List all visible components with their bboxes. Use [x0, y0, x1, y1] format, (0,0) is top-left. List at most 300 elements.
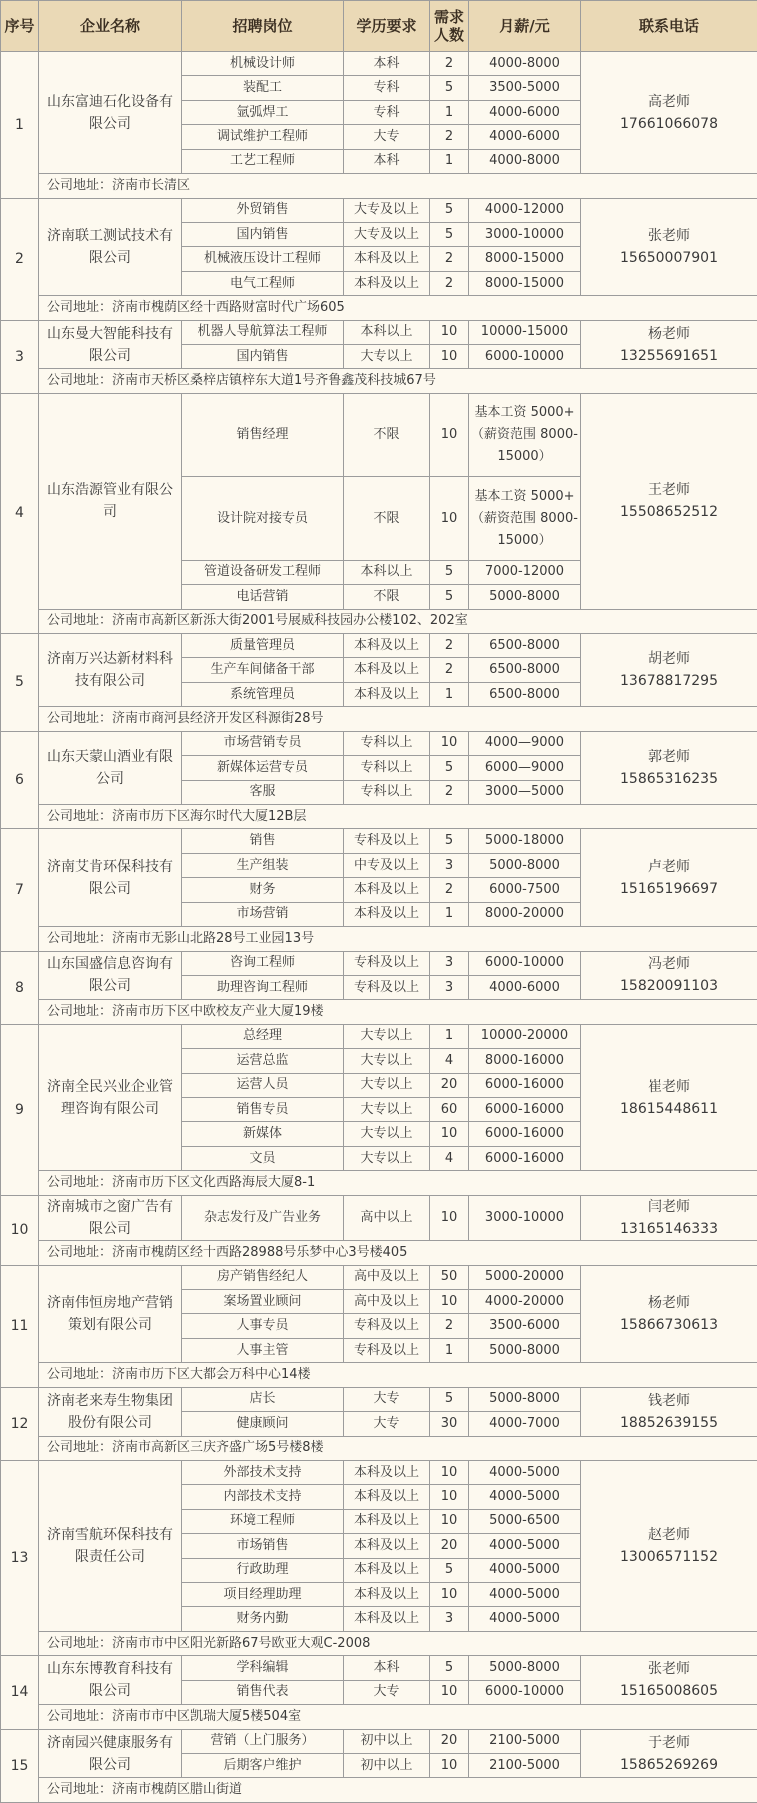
company-name: 山东浩源管业有限公司	[39, 393, 182, 609]
job-position: 新媒体运营专员	[182, 756, 344, 780]
company-address: 公司地址：济南市历下区海尔时代大厦12B层	[39, 804, 757, 828]
company-address: 公司地址：济南市历下区中欧校友产业大厦19楼	[39, 1000, 757, 1024]
job-count: 3	[430, 951, 469, 975]
job-count: 4	[430, 1146, 469, 1170]
job-position: 调试维护工程师	[182, 125, 344, 149]
job-education: 本科及以上	[344, 658, 430, 682]
job-salary: 4000-6000	[469, 100, 581, 124]
job-education: 本科及以上	[344, 878, 430, 902]
job-salary: 4000-6000	[469, 125, 581, 149]
job-count: 2	[430, 52, 469, 76]
job-position: 内部技术支持	[182, 1485, 344, 1509]
company-seq: 3	[1, 320, 39, 393]
company-seq: 6	[1, 731, 39, 829]
job-education: 大专以上	[344, 1049, 430, 1073]
job-position: 运营总监	[182, 1049, 344, 1073]
contact-cell	[581, 829, 757, 927]
job-row	[1, 951, 757, 975]
contact-phone: 15165196697	[620, 880, 718, 897]
job-salary: 6500-8000	[469, 682, 581, 706]
job-salary: 4000-8000	[469, 149, 581, 173]
contact-cell	[581, 320, 757, 369]
contact-phone: 15165008605	[620, 1683, 718, 1700]
job-salary: 4000-5000	[469, 1534, 581, 1558]
job-education: 不限	[344, 477, 430, 560]
company-seq: 14	[1, 1656, 39, 1729]
job-education: 专科及以上	[344, 975, 430, 999]
table-body	[1, 52, 757, 1803]
company-seq: 9	[1, 1024, 39, 1195]
job-count: 10	[430, 1460, 469, 1484]
company-seq: 13	[1, 1460, 39, 1655]
company-seq: 10	[1, 1195, 39, 1265]
job-education: 大专以上	[344, 1024, 430, 1048]
contact-cell	[581, 1024, 757, 1171]
job-position: 咨询工程师	[182, 951, 344, 975]
company-seq: 2	[1, 198, 39, 320]
contact-phone: 15865269269	[620, 1756, 718, 1773]
job-education: 专科以上	[344, 756, 430, 780]
job-education: 大专及以上	[344, 198, 430, 222]
job-count: 5	[430, 76, 469, 100]
contact-name: 杨老师	[648, 325, 690, 342]
address-row	[1, 609, 757, 633]
job-salary: 3000—5000	[469, 780, 581, 804]
job-count: 5	[430, 560, 469, 584]
job-count: 10	[430, 1289, 469, 1313]
job-education: 本科以上	[344, 320, 430, 344]
job-count: 1	[430, 100, 469, 124]
company-name: 济南老来寿生物集团股份有限公司	[39, 1387, 182, 1436]
job-salary: 7000-12000	[469, 560, 581, 584]
contact-phone: 13165146333	[620, 1220, 718, 1237]
job-count: 10	[430, 393, 469, 476]
job-position: 工艺工程师	[182, 149, 344, 173]
contact-phone: 13678817295	[620, 673, 718, 690]
address-row	[1, 804, 757, 828]
job-education: 专科以上	[344, 731, 430, 755]
job-count: 1	[430, 1338, 469, 1362]
job-row	[1, 52, 757, 76]
header-row	[1, 1, 757, 52]
address-row	[1, 1241, 757, 1265]
job-education: 专科以上	[344, 780, 430, 804]
company-seq: 7	[1, 829, 39, 951]
job-salary: 6000-16000	[469, 1146, 581, 1170]
job-education: 本科	[344, 52, 430, 76]
company-name: 山东天蒙山酒业有限公司	[39, 731, 182, 804]
job-salary: 5000-8000	[469, 1338, 581, 1362]
contact-cell	[581, 393, 757, 609]
job-salary: 4000-5000	[469, 1460, 581, 1484]
job-position: 国内销售	[182, 222, 344, 246]
job-count: 2	[430, 247, 469, 271]
company-address: 公司地址：济南市槐荫区经十西路财富时代广场605	[39, 296, 757, 320]
job-salary: 基本工资 5000+ （薪资范围 8000-15000）	[469, 477, 581, 560]
company-address: 公司地址：济南市槐荫区经十西路28988号乐梦中心3号楼405	[39, 1241, 757, 1265]
contact-phone: 18852639155	[620, 1414, 718, 1431]
company-seq: 11	[1, 1265, 39, 1387]
job-position: 人事专员	[182, 1314, 344, 1338]
job-row	[1, 393, 757, 476]
job-position: 氩弧焊工	[182, 100, 344, 124]
job-position: 新媒体	[182, 1122, 344, 1146]
job-education: 专科	[344, 76, 430, 100]
company-seq: 15	[1, 1729, 39, 1802]
job-salary: 10000-20000	[469, 1024, 581, 1048]
job-salary: 基本工资 5000+ （薪资范围 8000-15000）	[469, 393, 581, 476]
job-position: 人事主管	[182, 1338, 344, 1362]
company-name: 济南艾肯环保科技有限公司	[39, 829, 182, 927]
job-position: 后期客户维护	[182, 1754, 344, 1778]
job-salary: 5000-6500	[469, 1509, 581, 1533]
job-education: 本科及以上	[344, 247, 430, 271]
job-education: 本科	[344, 1656, 430, 1680]
company-address: 公司地址：济南市市中区阳光新路67号欧亚大观C-2008	[39, 1631, 757, 1655]
contact-phone: 15820091103	[620, 978, 718, 995]
job-salary: 3500-6000	[469, 1314, 581, 1338]
job-count: 10	[430, 320, 469, 344]
job-education: 本科及以上	[344, 271, 430, 295]
job-row	[1, 1656, 757, 1680]
job-position: 国内销售	[182, 345, 344, 369]
company-address: 公司地址：济南市历下区大都会万科中心14楼	[39, 1363, 757, 1387]
contact-name: 张老师	[648, 1661, 690, 1678]
company-name: 济南全民兴业企业管理咨询有限公司	[39, 1024, 182, 1171]
job-count: 10	[430, 1195, 469, 1240]
job-education: 大专	[344, 1680, 430, 1704]
job-position: 市场销售	[182, 1534, 344, 1558]
job-count: 3	[430, 975, 469, 999]
contact-name: 赵老师	[648, 1526, 690, 1543]
job-salary: 5000-8000	[469, 1387, 581, 1411]
job-count: 1	[430, 682, 469, 706]
company-address: 公司地址：济南市高新区新泺大街2001号展威科技园办公楼102、202室	[39, 609, 757, 633]
job-position: 总经理	[182, 1024, 344, 1048]
company-address: 公司地址：济南市商河县经济开发区科源街28号	[39, 707, 757, 731]
address-row	[1, 1436, 757, 1460]
job-education: 专科及以上	[344, 951, 430, 975]
job-count: 3	[430, 853, 469, 877]
job-position: 机械设计师	[182, 52, 344, 76]
contact-name: 杨老师	[648, 1294, 690, 1311]
job-salary: 4000-20000	[469, 1289, 581, 1313]
job-salary: 4000-5000	[469, 1583, 581, 1607]
job-position: 环境工程师	[182, 1509, 344, 1533]
job-position: 助理咨询工程师	[182, 975, 344, 999]
job-count: 1	[430, 1024, 469, 1048]
job-education: 本科及以上	[344, 634, 430, 658]
job-row	[1, 731, 757, 755]
contact-phone: 18615448611	[620, 1100, 718, 1117]
job-count: 50	[430, 1265, 469, 1289]
job-row	[1, 1460, 757, 1484]
job-salary: 3000-10000	[469, 222, 581, 246]
job-count: 2	[430, 271, 469, 295]
job-education: 本科及以上	[344, 1583, 430, 1607]
job-position: 财务	[182, 878, 344, 902]
job-count: 4	[430, 1049, 469, 1073]
job-education: 专科及以上	[344, 829, 430, 853]
header-count: 需求人数	[430, 1, 469, 52]
job-position: 行政助理	[182, 1558, 344, 1582]
header-education: 学历要求	[344, 1, 430, 52]
job-salary: 6000-10000	[469, 1680, 581, 1704]
job-position: 质量管理员	[182, 634, 344, 658]
address-row	[1, 707, 757, 731]
job-salary: 10000-15000	[469, 320, 581, 344]
contact-phone: 13006571152	[620, 1548, 718, 1565]
job-position: 机器人导航算法工程师	[182, 320, 344, 344]
job-position: 案场置业顾问	[182, 1289, 344, 1313]
job-position: 生产车间储备干部	[182, 658, 344, 682]
job-count: 5	[430, 198, 469, 222]
job-salary: 4000—9000	[469, 731, 581, 755]
job-position: 运营人员	[182, 1073, 344, 1097]
company-name: 山东国盛信息咨询有限公司	[39, 951, 182, 1000]
contact-cell	[581, 1729, 757, 1778]
company-seq: 4	[1, 393, 39, 633]
contact-cell	[581, 1460, 757, 1631]
job-count: 60	[430, 1098, 469, 1122]
address-row	[1, 1631, 757, 1655]
job-salary: 5000-18000	[469, 829, 581, 853]
address-row	[1, 1171, 757, 1195]
job-salary: 6000-16000	[469, 1098, 581, 1122]
job-education: 大专以上	[344, 345, 430, 369]
job-salary: 2100-5000	[469, 1729, 581, 1753]
job-row	[1, 634, 757, 658]
job-salary: 6000-16000	[469, 1122, 581, 1146]
job-count: 5	[430, 1656, 469, 1680]
job-row	[1, 1387, 757, 1411]
job-education: 本科及以上	[344, 1485, 430, 1509]
job-salary: 8000-16000	[469, 1049, 581, 1073]
job-salary: 5000-8000	[469, 853, 581, 877]
job-salary: 6500-8000	[469, 658, 581, 682]
job-count: 2	[430, 1314, 469, 1338]
contact-name: 高老师	[648, 93, 690, 110]
job-salary: 5000-20000	[469, 1265, 581, 1289]
job-count: 10	[430, 1680, 469, 1704]
job-education: 大专	[344, 1412, 430, 1436]
job-count: 20	[430, 1729, 469, 1753]
job-row	[1, 1024, 757, 1048]
contact-cell	[581, 1265, 757, 1363]
job-count: 5	[430, 756, 469, 780]
header-salary: 月薪/元	[469, 1, 581, 52]
job-position: 健康顾问	[182, 1412, 344, 1436]
header-position: 招聘岗位	[182, 1, 344, 52]
job-count: 10	[430, 345, 469, 369]
job-salary: 6500-8000	[469, 634, 581, 658]
contact-cell	[581, 731, 757, 804]
job-position: 装配工	[182, 76, 344, 100]
job-count: 5	[430, 585, 469, 609]
address-row	[1, 1778, 757, 1802]
job-education: 大专及以上	[344, 222, 430, 246]
job-salary: 4000-8000	[469, 52, 581, 76]
job-education: 本科及以上	[344, 1534, 430, 1558]
contact-cell	[581, 52, 757, 174]
job-position: 杂志发行及广告业务	[182, 1195, 344, 1240]
job-salary: 8000-20000	[469, 902, 581, 926]
address-row	[1, 296, 757, 320]
contact-phone: 15508652512	[620, 504, 718, 521]
company-name: 济南万兴达新材料科技有限公司	[39, 634, 182, 707]
job-position: 销售	[182, 829, 344, 853]
contact-phone: 15865316235	[620, 770, 718, 787]
job-count: 5	[430, 829, 469, 853]
contact-cell	[581, 198, 757, 296]
job-salary: 3000-10000	[469, 1195, 581, 1240]
job-count: 1	[430, 902, 469, 926]
job-count: 10	[430, 1754, 469, 1778]
job-education: 不限	[344, 393, 430, 476]
job-count: 2	[430, 658, 469, 682]
job-count: 10	[430, 1509, 469, 1533]
job-education: 本科以上	[344, 560, 430, 584]
job-education: 本科及以上	[344, 1460, 430, 1484]
company-address: 公司地址：济南市天桥区桑梓店镇梓东大道1号齐鲁鑫茂科技城67号	[39, 369, 757, 393]
address-row	[1, 927, 757, 951]
job-salary: 6000-10000	[469, 345, 581, 369]
company-address: 公司地址：济南市长清区	[39, 174, 757, 198]
job-position: 销售代表	[182, 1680, 344, 1704]
job-position: 销售经理	[182, 393, 344, 476]
job-salary: 8000-15000	[469, 271, 581, 295]
address-row	[1, 369, 757, 393]
company-seq: 5	[1, 634, 39, 732]
job-count: 2	[430, 125, 469, 149]
contact-cell	[581, 1656, 757, 1705]
job-salary: 3500-5000	[469, 76, 581, 100]
job-position: 机械液压设计工程师	[182, 247, 344, 271]
header-phone: 联系电话	[581, 1, 757, 52]
job-education: 本科及以上	[344, 1509, 430, 1533]
job-education: 专科及以上	[344, 1338, 430, 1362]
job-education: 大专以上	[344, 1146, 430, 1170]
job-education: 初中以上	[344, 1754, 430, 1778]
job-education: 高中及以上	[344, 1265, 430, 1289]
job-education: 不限	[344, 585, 430, 609]
job-position: 电气工程师	[182, 271, 344, 295]
job-education: 中专及以上	[344, 853, 430, 877]
job-education: 初中以上	[344, 1729, 430, 1753]
contact-name: 张老师	[648, 227, 690, 244]
header-seq: 序号	[1, 1, 39, 52]
header-company: 企业名称	[39, 1, 182, 52]
job-count: 10	[430, 731, 469, 755]
contact-name: 卢老师	[648, 858, 690, 875]
contact-name: 郭老师	[648, 748, 690, 765]
company-seq: 8	[1, 951, 39, 1024]
job-position: 外部技术支持	[182, 1460, 344, 1484]
job-count: 20	[430, 1073, 469, 1097]
job-count: 30	[430, 1412, 469, 1436]
job-count: 5	[430, 1558, 469, 1582]
company-address: 公司地址：济南市历下区文化西路海辰大厦8-1	[39, 1171, 757, 1195]
job-position: 电话营销	[182, 585, 344, 609]
contact-phone: 15866730613	[620, 1316, 718, 1333]
contact-name: 冯老师	[648, 956, 690, 973]
job-salary: 6000-16000	[469, 1073, 581, 1097]
job-education: 大专以上	[344, 1122, 430, 1146]
address-row	[1, 174, 757, 198]
job-education: 大专以上	[344, 1073, 430, 1097]
job-position: 设计院对接专员	[182, 477, 344, 560]
contact-name: 闫老师	[648, 1198, 690, 1215]
job-salary: 4000-7000	[469, 1412, 581, 1436]
company-address: 公司地址：济南市高新区三庆齐盛广场5号楼8楼	[39, 1436, 757, 1460]
job-count: 10	[430, 1485, 469, 1509]
job-row	[1, 1729, 757, 1753]
contact-cell	[581, 1387, 757, 1436]
job-education: 专科	[344, 100, 430, 124]
job-education: 大专	[344, 1387, 430, 1411]
contact-phone: 13255691651	[620, 347, 718, 364]
job-education: 本科及以上	[344, 902, 430, 926]
job-position: 文员	[182, 1146, 344, 1170]
job-position: 销售专员	[182, 1098, 344, 1122]
job-count: 10	[430, 1583, 469, 1607]
job-education: 高中及以上	[344, 1289, 430, 1313]
job-salary: 2100-5000	[469, 1754, 581, 1778]
job-education: 专科及以上	[344, 1314, 430, 1338]
job-education: 大专以上	[344, 1098, 430, 1122]
company-name: 济南联工测试技术有限公司	[39, 198, 182, 296]
job-position: 系统管理员	[182, 682, 344, 706]
job-count: 10	[430, 1122, 469, 1146]
job-count: 20	[430, 1534, 469, 1558]
company-name: 山东东博教育科技有限公司	[39, 1656, 182, 1705]
job-count: 2	[430, 634, 469, 658]
contact-name: 王老师	[648, 482, 690, 499]
job-row	[1, 1195, 757, 1240]
company-name: 山东曼大智能科技有限公司	[39, 320, 182, 369]
job-position: 市场营销专员	[182, 731, 344, 755]
job-position: 市场营销	[182, 902, 344, 926]
job-position: 客服	[182, 780, 344, 804]
job-education: 本科及以上	[344, 682, 430, 706]
job-education: 高中以上	[344, 1195, 430, 1240]
job-row	[1, 1265, 757, 1289]
job-count: 5	[430, 1387, 469, 1411]
company-seq: 12	[1, 1387, 39, 1460]
job-education: 大专	[344, 125, 430, 149]
job-count: 2	[430, 780, 469, 804]
job-position: 学科编辑	[182, 1656, 344, 1680]
company-address: 公司地址：济南市无影山北路28号工业园13号	[39, 927, 757, 951]
contact-name: 崔老师	[648, 1078, 690, 1095]
job-position: 房产销售经纪人	[182, 1265, 344, 1289]
job-position: 项目经理助理	[182, 1583, 344, 1607]
company-address: 公司地址：济南市市中区凯瑞大厦5楼504室	[39, 1705, 757, 1729]
contact-phone: 15650007901	[620, 249, 718, 266]
company-name: 济南城市之窗广告有限公司	[39, 1195, 182, 1240]
job-position: 管道设备研发工程师	[182, 560, 344, 584]
job-salary: 4000-5000	[469, 1485, 581, 1509]
company-name: 济南园兴健康服务有限公司	[39, 1729, 182, 1778]
job-salary: 4000-5000	[469, 1558, 581, 1582]
contact-cell	[581, 951, 757, 1000]
job-salary: 4000-5000	[469, 1607, 581, 1631]
job-count: 2	[430, 878, 469, 902]
job-salary: 4000-6000	[469, 975, 581, 999]
job-row	[1, 198, 757, 222]
job-education: 本科及以上	[344, 1558, 430, 1582]
job-count: 1	[430, 149, 469, 173]
